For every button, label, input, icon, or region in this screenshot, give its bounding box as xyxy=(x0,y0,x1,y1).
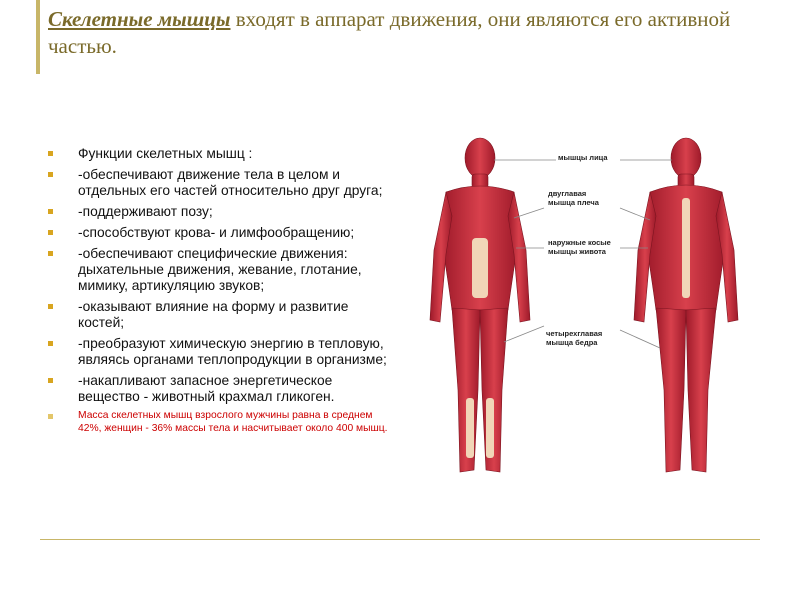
list-item: -способствуют крова- и лимфообращению; xyxy=(48,225,393,241)
list-item: -накапливают запасное энергетическое вещество - животный крахмал гликоген. xyxy=(48,373,393,405)
bullet-icon xyxy=(48,341,53,346)
label-quadriceps: четырехглавая мышца бедра xyxy=(546,329,603,347)
bullet-list xyxy=(48,146,393,435)
label-face-muscles: мышцы лица xyxy=(558,153,608,162)
back-body-figure xyxy=(634,138,738,472)
content-area xyxy=(48,146,393,440)
slide-title xyxy=(48,6,768,60)
title-rest: входят в аппарат движения, они являются его активной частью. xyxy=(48,7,731,58)
bullet-icon xyxy=(48,304,53,309)
list-item: -обеспечивают движение тела в целом и отдельных его частей относительно друг друга; xyxy=(48,167,393,199)
bullet-icon xyxy=(48,414,53,419)
bullet-icon xyxy=(48,151,53,156)
muscle-anatomy-figure xyxy=(424,130,764,490)
label-biceps: двуглавая мышца плеча xyxy=(548,189,599,207)
muscle-anatomy-illustration xyxy=(424,130,764,490)
list-item: -оказывают влияние на форму и развитие костей; xyxy=(48,299,393,331)
list-item: -обеспечивают специфические движения: дыхательные движения, жевание, глотание, мимику, артикуляцию звуков; xyxy=(48,246,393,294)
bullet-icon xyxy=(48,172,53,177)
list-item: -преобразуют химическую энергию в тепловую, являясь органами теплопродукции в организме; xyxy=(48,336,393,368)
front-body-figure xyxy=(430,138,530,472)
list-item: Функции скелетных мышц : xyxy=(48,146,393,162)
title-accent-bar xyxy=(36,0,40,74)
bullet-icon xyxy=(48,230,53,235)
bullet-icon xyxy=(48,209,53,214)
back-tendons xyxy=(682,198,690,298)
bottom-divider xyxy=(40,539,760,540)
mass-note: Масса скелетных мышц взрослого мужчины равна в среднем 42%, женщин - 36% массы тела и насчитывает около 400 мышц. xyxy=(48,410,393,435)
bullet-icon xyxy=(48,251,53,256)
list-item: -поддерживают позу; xyxy=(48,204,393,220)
bullet-icon xyxy=(48,378,53,383)
title-emphasis: Скелетные мышцы xyxy=(48,7,231,31)
label-external-obliques: наружные косые мышцы живота xyxy=(548,238,611,256)
